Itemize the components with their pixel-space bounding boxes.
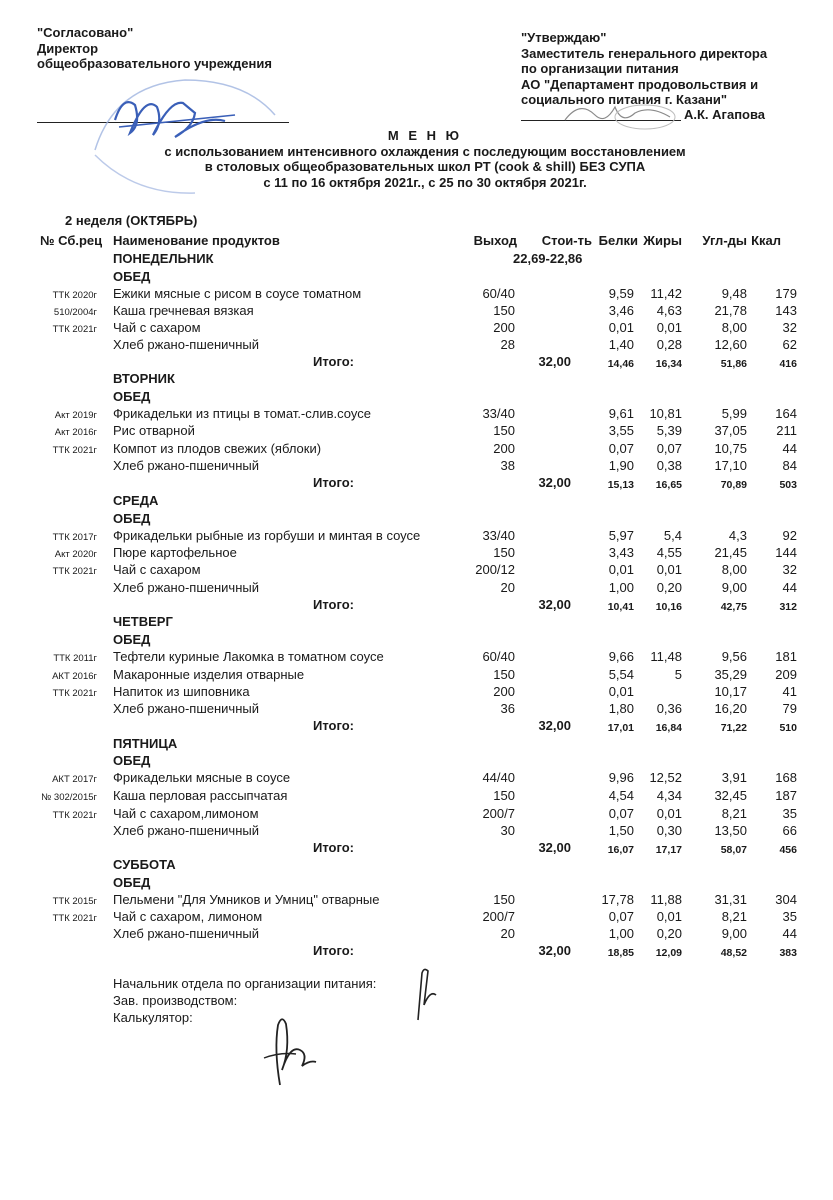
item-name: Пюре картофельное	[113, 545, 237, 560]
total-protein: 17,01	[607, 722, 634, 734]
item-carbs: 3,91	[721, 770, 747, 785]
approval-right-line1: "Утверждаю"	[521, 30, 607, 45]
item-output: 28	[500, 337, 515, 352]
item-output: 33/40	[482, 528, 515, 543]
item-kcal: 41	[782, 684, 797, 699]
table-row	[0, 822, 833, 840]
item-carbs: 8,00	[721, 320, 747, 335]
total-cost: 32,00	[538, 943, 571, 958]
item-fat: 0,01	[656, 909, 682, 924]
item-kcal: 35	[782, 909, 797, 924]
item-ref: ТТК 2021г	[52, 445, 97, 456]
item-ref: № 302/2015г	[41, 792, 97, 803]
item-name: Фрикадельки из птицы в томат.-слив.соусе	[113, 406, 371, 421]
item-carbs: 31,31	[714, 892, 747, 907]
col-protein-header: Белки	[598, 233, 638, 248]
total-fat: 16,84	[655, 722, 682, 734]
total-label: Итого:	[313, 354, 354, 369]
item-output: 150	[493, 423, 515, 438]
table-row	[0, 285, 833, 303]
table-row	[0, 700, 833, 718]
total-kcal: 312	[779, 601, 797, 613]
meal-name: ОБЕД	[113, 875, 151, 890]
total-label: Итого:	[313, 597, 354, 612]
item-name: Чай с сахаром	[113, 320, 201, 335]
item-fat: 0,36	[656, 701, 682, 716]
item-carbs: 16,20	[714, 701, 747, 716]
item-name: Тефтели куриные Лакомка в томатном соусе	[113, 649, 384, 664]
col-ref-header: № Сб.рец	[40, 233, 103, 248]
total-carbs: 42,75	[720, 601, 747, 613]
item-output: 20	[500, 926, 515, 941]
total-kcal: 510	[779, 722, 797, 734]
item-fat: 4,55	[656, 545, 682, 560]
col-name-header: Наименование продуктов	[113, 233, 280, 248]
item-protein: 3,46	[608, 303, 634, 318]
item-carbs: 32,45	[714, 788, 747, 803]
item-output: 200/12	[475, 562, 515, 577]
item-carbs: 10,17	[714, 684, 747, 699]
item-kcal: 62	[782, 337, 797, 352]
total-kcal: 456	[779, 844, 797, 856]
item-name: Рис отварной	[113, 423, 195, 438]
approval-right-line3: по организации питания	[521, 61, 679, 76]
approval-right-line5: социального питания г. Казани"	[521, 92, 728, 107]
footer-signatures	[113, 975, 376, 1026]
item-protein: 1,80	[608, 701, 634, 716]
table-row	[0, 769, 833, 787]
item-kcal: 304	[775, 892, 797, 907]
meal-heading	[0, 268, 833, 286]
item-output: 150	[493, 667, 515, 682]
table-header	[0, 232, 833, 250]
title-line1: М Е Н Ю	[387, 128, 463, 143]
table-row	[0, 422, 833, 440]
footer-line1: Начальник отдела по организации питания:	[113, 976, 377, 991]
item-ref: АКТ 2016г	[52, 671, 97, 682]
item-output: 150	[493, 303, 515, 318]
total-row	[0, 353, 833, 371]
total-carbs: 71,22	[720, 722, 747, 734]
title-line4: с 11 по 16 октября 2021г., с 25 по 30 октября 2021г.	[263, 174, 587, 190]
table-row	[0, 787, 833, 805]
item-kcal: 44	[782, 580, 797, 595]
title-line2: с использованием интенсивного охлаждения с последующим восстановлением	[164, 143, 686, 159]
item-fat: 0,01	[656, 320, 682, 335]
meal-heading	[0, 874, 833, 892]
item-name: Пельмени "Для Умников и Умниц" отварные	[113, 892, 380, 907]
item-fat: 0,01	[656, 806, 682, 821]
total-cost: 32,00	[538, 354, 571, 369]
item-output: 200/7	[482, 806, 515, 821]
day-name: СРЕДА	[113, 493, 159, 508]
item-name: Хлеб ржано-пшеничный	[113, 458, 259, 473]
item-ref: ТТК 2020г	[52, 290, 97, 301]
item-output: 150	[493, 788, 515, 803]
table-row	[0, 336, 833, 354]
item-output: 20	[500, 580, 515, 595]
day-name: СУББОТА	[113, 857, 176, 872]
total-row	[0, 839, 833, 857]
approval-right-line4: АО "Департамент продовольствия и	[521, 76, 759, 92]
item-carbs: 13,50	[714, 823, 747, 838]
table-row	[0, 805, 833, 823]
item-protein: 1,90	[608, 458, 634, 473]
item-protein: 1,50	[608, 823, 634, 838]
total-cost: 32,00	[538, 475, 571, 490]
total-label: Итого:	[313, 718, 354, 733]
meal-heading	[0, 388, 833, 406]
item-carbs: 12,60	[714, 337, 747, 352]
item-output: 33/40	[482, 406, 515, 421]
item-ref: Акт 2016г	[54, 427, 97, 438]
item-protein: 1,40	[608, 337, 634, 352]
item-protein: 4,54	[608, 788, 634, 803]
item-ref: Акт 2019г	[54, 410, 97, 421]
item-carbs: 4,3	[728, 528, 747, 543]
item-output: 150	[493, 545, 515, 560]
total-fat: 10,16	[655, 601, 682, 613]
approval-left-line2: Директор	[37, 40, 99, 56]
day-heading	[0, 492, 833, 510]
total-fat: 16,65	[655, 479, 682, 491]
title-line3: в столовых общеобразовательных школ РТ (cook & shill) БЕЗ СУПА	[204, 159, 646, 174]
total-protein: 14,46	[607, 358, 634, 370]
day-heading	[0, 370, 833, 388]
total-carbs: 51,86	[720, 358, 747, 370]
item-ref: ТТК 2021г	[52, 810, 97, 821]
item-carbs: 9,48	[721, 286, 747, 301]
total-cost: 32,00	[538, 718, 571, 733]
item-protein: 3,43	[608, 545, 634, 560]
item-fat: 0,07	[656, 441, 682, 456]
item-name: Фрикадельки мясные в соусе	[113, 770, 291, 785]
item-ref: ТТК 2021г	[52, 324, 97, 335]
item-kcal: 84	[782, 458, 797, 473]
meal-name: ОБЕД	[113, 632, 151, 647]
item-protein: 9,61	[608, 406, 634, 421]
total-label: Итого:	[313, 943, 354, 958]
item-protein: 0,07	[608, 909, 634, 924]
total-row	[0, 942, 833, 960]
item-name: Компот из плодов свежих (яблоки)	[113, 441, 322, 456]
item-kcal: 209	[775, 667, 797, 682]
meal-name: ОБЕД	[113, 389, 151, 404]
item-output: 200	[493, 684, 515, 699]
item-name: Чай с сахаром,лимоном	[113, 806, 259, 821]
item-name: Фрикадельки рыбные из горбуши и минтая в соусе	[113, 528, 421, 543]
item-kcal: 143	[775, 303, 797, 318]
item-carbs: 8,00	[721, 562, 747, 577]
day-name: ЧЕТВЕРГ	[113, 614, 173, 629]
table-row	[0, 666, 833, 684]
footer-line2: Зав. производством:	[113, 993, 238, 1008]
total-row	[0, 596, 833, 614]
total-protein: 15,13	[607, 479, 634, 491]
item-fat: 5,4	[663, 528, 682, 543]
table-row	[0, 683, 833, 701]
item-kcal: 181	[775, 649, 797, 664]
item-ref: ТТК 2021г	[52, 688, 97, 699]
total-kcal: 503	[779, 479, 797, 491]
item-protein: 0,07	[608, 806, 634, 821]
approval-left-line3: общеобразовательного учреждения	[37, 56, 272, 71]
col-fat-header: Жиры	[643, 233, 682, 248]
item-fat: 0,20	[656, 580, 682, 595]
table-row	[0, 925, 833, 943]
total-label: Итого:	[313, 475, 354, 490]
item-output: 200/7	[482, 909, 515, 924]
item-name: Ежики мясные с рисом в соусе томатном	[113, 286, 362, 301]
item-carbs: 37,05	[714, 423, 747, 438]
day-heading	[0, 856, 833, 874]
col-output-header: Выход	[473, 233, 517, 248]
item-fat: 0,01	[656, 562, 682, 577]
total-cost: 32,00	[538, 840, 571, 855]
meal-heading	[0, 510, 833, 528]
total-fat: 17,17	[655, 844, 682, 856]
item-fat: 11,88	[650, 892, 682, 907]
item-kcal: 187	[775, 788, 797, 803]
item-protein: 0,01	[608, 562, 634, 577]
day-heading	[0, 613, 833, 631]
item-name: Чай с сахаром	[113, 562, 201, 577]
item-protein: 5,54	[608, 667, 634, 682]
item-ref: 510/2004г	[53, 307, 97, 318]
item-protein: 3,55	[608, 423, 634, 438]
item-ref: Акт 2020г	[54, 549, 97, 560]
item-kcal: 168	[775, 770, 797, 785]
approval-right-signatory: А.К. Агапова	[684, 107, 766, 122]
signature-footer-2	[250, 1010, 320, 1090]
item-kcal: 66	[782, 823, 797, 838]
item-output: 36	[500, 701, 515, 716]
table-row	[0, 908, 833, 926]
item-protein: 0,07	[608, 441, 634, 456]
item-carbs: 9,00	[721, 926, 747, 941]
day-heading	[0, 250, 833, 268]
day-heading	[0, 735, 833, 753]
item-ref: ТТК 2017г	[52, 532, 97, 543]
item-fat: 12,52	[649, 770, 682, 785]
item-carbs: 9,56	[721, 649, 747, 664]
total-carbs: 70,89	[720, 479, 747, 491]
item-output: 30	[500, 823, 515, 838]
total-label: Итого:	[313, 840, 354, 855]
day-name: ПЯТНИЦА	[113, 736, 178, 751]
table-row	[0, 440, 833, 458]
item-kcal: 44	[782, 926, 797, 941]
item-kcal: 179	[775, 286, 797, 301]
item-output: 60/40	[482, 649, 515, 664]
table-row	[0, 457, 833, 475]
meal-heading	[0, 752, 833, 770]
item-output: 44/40	[482, 770, 515, 785]
table-row	[0, 527, 833, 545]
item-fat: 11,48	[650, 649, 682, 664]
total-cost: 32,00	[538, 597, 571, 612]
total-kcal: 383	[779, 947, 797, 959]
item-output: 150	[493, 892, 515, 907]
total-protein: 16,07	[607, 844, 634, 856]
item-protein: 17,78	[601, 892, 634, 907]
item-protein: 0,01	[608, 684, 634, 699]
item-fat: 11,42	[650, 286, 682, 301]
item-protein: 1,00	[608, 580, 634, 595]
day-name: ПОНЕДЕЛЬНИК	[113, 251, 214, 266]
item-name: Хлеб ржано-пшеничный	[113, 337, 259, 352]
item-kcal: 32	[782, 562, 797, 577]
item-carbs: 8,21	[721, 909, 747, 924]
item-output: 200	[493, 441, 515, 456]
table-row	[0, 561, 833, 579]
item-kcal: 164	[775, 406, 797, 421]
col-carbs-header: Угл-ды	[702, 233, 747, 248]
item-carbs: 10,75	[714, 441, 747, 456]
item-kcal: 44	[782, 441, 797, 456]
item-ref: ТТК 2015г	[52, 896, 97, 907]
item-carbs: 5,99	[721, 406, 747, 421]
item-fat: 5,39	[656, 423, 682, 438]
item-name: Хлеб ржано-пшеничный	[113, 926, 259, 941]
item-fat: 0,28	[656, 337, 682, 352]
item-carbs: 9,00	[721, 580, 747, 595]
item-kcal: 79	[782, 701, 797, 716]
total-fat: 16,34	[655, 358, 682, 370]
item-fat: 10,81	[649, 406, 682, 421]
item-output: 38	[500, 458, 515, 473]
item-protein: 0,01	[608, 320, 634, 335]
item-carbs: 21,78	[714, 303, 747, 318]
item-name: Хлеб ржано-пшеничный	[113, 580, 259, 595]
item-name: Макаронные изделия отварные	[113, 667, 305, 682]
table-row	[0, 648, 833, 666]
signature-footer-1	[400, 965, 440, 1025]
item-fat: 0,38	[656, 458, 682, 473]
item-output: 60/40	[482, 286, 515, 301]
item-ref: ТТК 2021г	[52, 566, 97, 577]
item-fat: 4,63	[656, 303, 682, 318]
item-kcal: 32	[782, 320, 797, 335]
meal-name: ОБЕД	[113, 511, 151, 526]
item-name: Чай с сахаром, лимоном	[113, 909, 263, 924]
total-row	[0, 717, 833, 735]
item-protein: 5,97	[608, 528, 634, 543]
item-fat: 4,34	[656, 788, 682, 803]
table-row	[0, 579, 833, 597]
item-kcal: 35	[782, 806, 797, 821]
total-carbs: 58,07	[720, 844, 747, 856]
total-protein: 10,41	[607, 601, 634, 613]
table-row	[0, 405, 833, 423]
item-protein: 9,59	[608, 286, 634, 301]
item-protein: 1,00	[608, 926, 634, 941]
footer-line3: Калькулятор:	[113, 1010, 193, 1025]
item-carbs: 8,21	[721, 806, 747, 821]
item-name: Хлеб ржано-пшеничный	[113, 823, 259, 838]
item-fat: 0,20	[656, 926, 682, 941]
col-kcal-header: Ккал	[751, 233, 781, 248]
table-row	[0, 544, 833, 562]
item-carbs: 17,10	[714, 458, 747, 473]
item-name: Напиток из шиповника	[113, 684, 250, 699]
item-kcal: 144	[775, 545, 797, 560]
approval-right-line2: Заместитель генерального директора	[521, 45, 768, 61]
day-name: ВТОРНИК	[113, 371, 175, 386]
item-output: 200	[493, 320, 515, 335]
table-row	[0, 319, 833, 337]
meal-name: ОБЕД	[113, 753, 151, 768]
col-cost-header: Стои-ть	[541, 233, 592, 248]
item-kcal: 211	[776, 423, 797, 438]
approval-left-line1: "Согласовано"	[37, 25, 134, 40]
total-fat: 12,09	[655, 947, 682, 959]
menu-title	[150, 128, 700, 190]
price-range: 22,69-22,86	[513, 251, 583, 266]
item-ref: ТТК 2021г	[52, 913, 97, 924]
meal-heading	[0, 631, 833, 649]
total-row	[0, 474, 833, 492]
total-protein: 18,85	[607, 947, 634, 959]
table-row	[0, 891, 833, 909]
total-kcal: 416	[779, 358, 797, 370]
item-carbs: 21,45	[714, 545, 747, 560]
item-name: Хлеб ржано-пшеничный	[113, 701, 259, 716]
item-kcal: 92	[782, 528, 797, 543]
item-name: Каша гречневая вязкая	[113, 303, 254, 318]
week-label: 2 неделя (ОКТЯБРЬ)	[65, 213, 198, 228]
item-protein: 9,96	[608, 770, 634, 785]
table-row	[0, 302, 833, 320]
item-fat: 5	[674, 667, 682, 682]
item-fat: 0,30	[656, 823, 682, 838]
item-carbs: 35,29	[714, 667, 747, 682]
item-name: Каша перловая рассыпчатая	[113, 788, 288, 803]
meal-name: ОБЕД	[113, 269, 151, 284]
total-carbs: 48,52	[720, 947, 747, 959]
item-protein: 9,66	[608, 649, 634, 664]
item-ref: АКТ 2017г	[52, 774, 97, 785]
item-ref: ТТК 2011г	[53, 653, 97, 664]
